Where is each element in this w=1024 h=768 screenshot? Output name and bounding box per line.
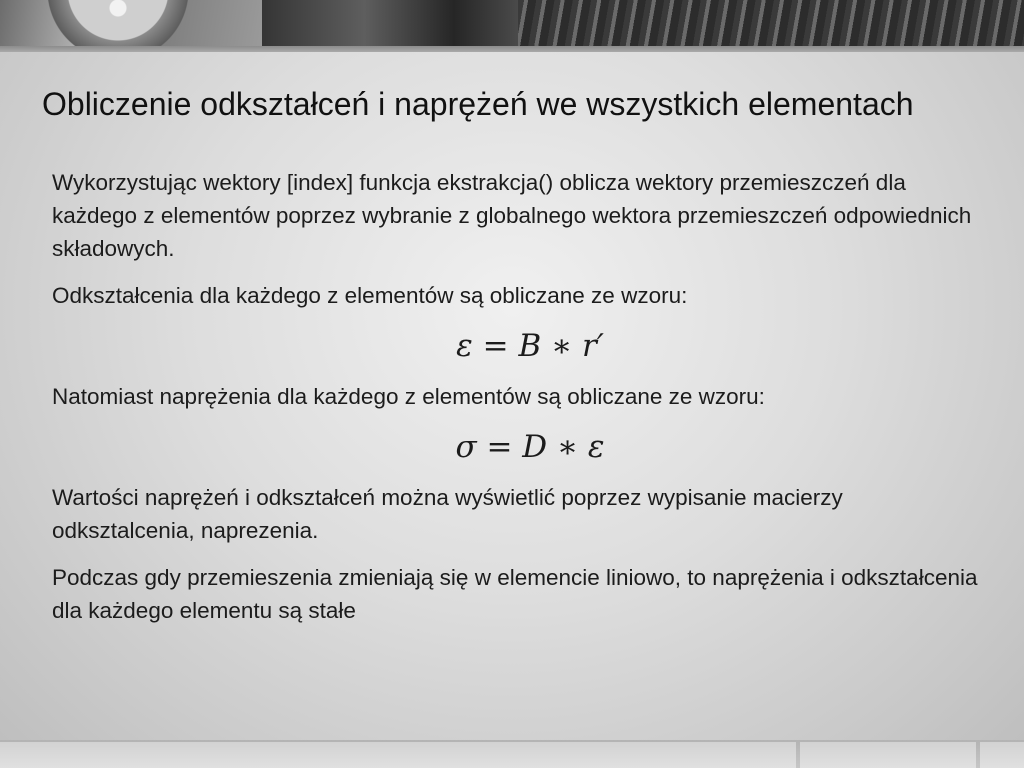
banner-image-wheel bbox=[0, 0, 262, 46]
banner-image-engine bbox=[518, 0, 1024, 46]
footer-segment-date bbox=[800, 742, 976, 768]
footer-bar bbox=[0, 740, 1024, 768]
paragraph-display-values: Wartości naprężeń i odkształceń można wyświetlić poprzez wypisanie macierzy odksztalcenia, naprezenia. bbox=[52, 485, 843, 543]
paragraph-strain-intro: Odkształcenia dla każdego z elementów są obliczane ze wzoru: bbox=[52, 283, 688, 308]
footer-segment-main bbox=[0, 742, 796, 768]
header-photo-banner bbox=[0, 0, 1024, 46]
paragraph-constant-stress: Podczas gdy przemieszenia zmieniają się w elemencie liniowo, to naprężenia i odkształcenia dla każdego elementu są stałe bbox=[52, 565, 978, 623]
banner-divider bbox=[0, 46, 1024, 52]
slide-body bbox=[52, 166, 982, 627]
stress-formula: σ = D ∗ ε bbox=[455, 429, 605, 465]
slide-title: Obliczenie odkształceń i naprężeń we wszystkich elementach bbox=[42, 86, 914, 122]
banner-image-tire bbox=[262, 0, 518, 46]
paragraph-stress-intro: Natomiast naprężenia dla każdego z elementów są obliczane ze wzoru: bbox=[52, 384, 765, 409]
strain-formula: ε = B ∗ r′ bbox=[456, 328, 604, 364]
paragraph-displacement-extraction: Wykorzystując wektory [index] funkcja ekstrakcja() oblicza wektory przemieszczeń dla każdego z elementów poprzez wybranie z globalnego wektora przemieszczeń odpowiednich składowych. bbox=[52, 170, 972, 261]
footer-segment-page bbox=[980, 742, 1024, 768]
